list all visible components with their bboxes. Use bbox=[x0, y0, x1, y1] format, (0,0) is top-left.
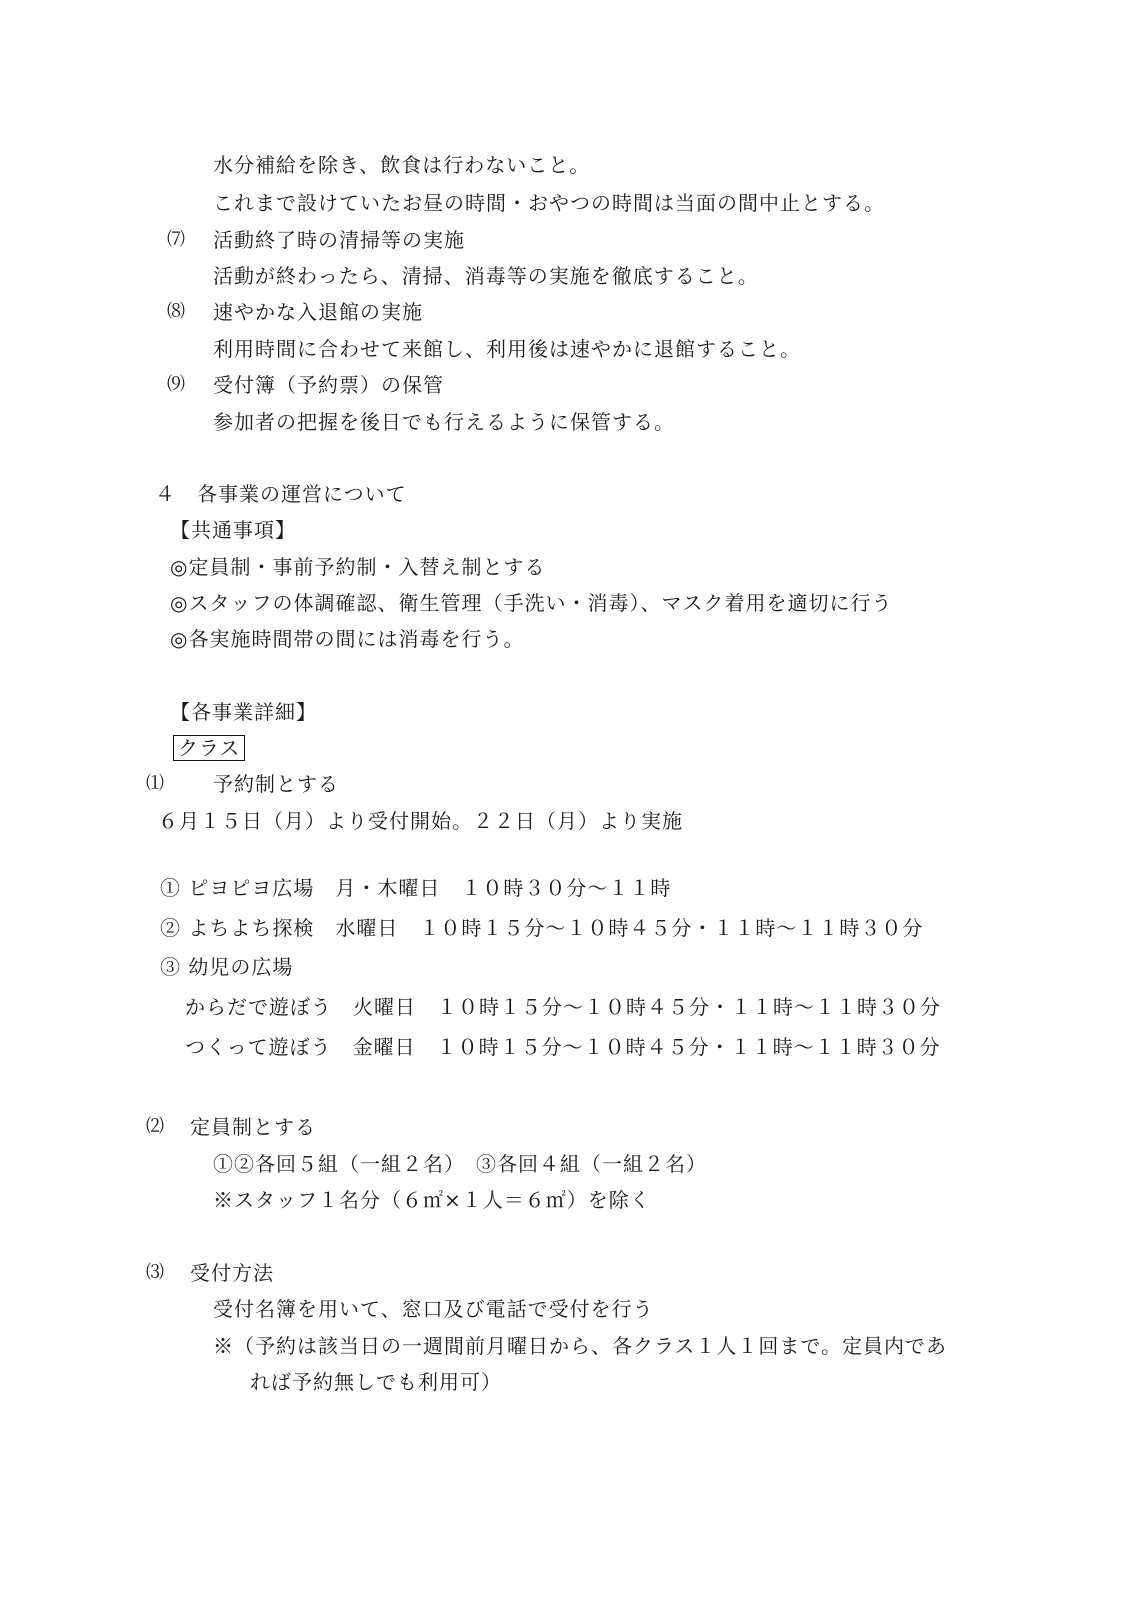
sub3-line1: 受付名簿を用いて、窓口及び電話で受付を行う bbox=[213, 1297, 654, 1321]
item9-title: 受付簿（予約票）の保管 bbox=[213, 373, 444, 397]
sub1-date-line: ６月１５日（月）より受付開始。２２日（月）より実施 bbox=[158, 809, 683, 833]
common-item-3: ◎各実施時間帯の間には消毒を行う。 bbox=[170, 627, 525, 651]
sub3-number: ⑶ bbox=[146, 1262, 164, 1283]
item8-title: 速やかな入退館の実施 bbox=[213, 300, 423, 324]
section4-heading: ４ 各事業の運営について bbox=[155, 482, 407, 506]
item9-body: 参加者の把握を後日でも行えるように保管する。 bbox=[213, 410, 675, 434]
item8-number: ⑻ bbox=[167, 301, 185, 322]
sub1-number: ⑴ bbox=[146, 773, 164, 794]
sub2-line1: ①②各回５組（一組２名） ③各回４組（一組２名） bbox=[213, 1152, 707, 1176]
item8-body: 利用時間に合わせて来館し、利用後は速やかに退館すること。 bbox=[213, 337, 801, 361]
schedule-subitem-2: つくって遊ぼう 金曜日 １０時１５分～１０時４５分・１１時～１１時３０分 bbox=[185, 1035, 941, 1059]
common-item-2: ◎スタッフの体調確認、衛生管理（手洗い・消毒）、マスク着用を適切に行う bbox=[170, 591, 893, 615]
item7-body: 活動が終わったら、清掃、消毒等の実施を徹底すること。 bbox=[213, 264, 759, 288]
sub3-line3: れば予約無しでも利用可） bbox=[250, 1370, 502, 1394]
common-heading: 【共通事項】 bbox=[170, 518, 296, 542]
common-item-1: ◎定員制・事前予約制・入替え制とする bbox=[170, 555, 546, 579]
schedule-item-2: ② よちよち探検 水曜日 １０時１５分～１０時４５分・１１時～１１時３０分 bbox=[160, 916, 924, 940]
schedule-item-1: ① ピヨピヨ広場 月・木曜日 １０時３０分～１１時 bbox=[160, 876, 672, 900]
sub2-number: ⑵ bbox=[146, 1116, 164, 1137]
section3-intro-line1: 水分補給を除き、飲食は行わないこと。 bbox=[213, 153, 591, 177]
schedule-subitem-1: からだで遊ぼう 火曜日 １０時１５分～１０時４５分・１１時～１１時３０分 bbox=[185, 995, 941, 1019]
item7-number: ⑺ bbox=[167, 229, 185, 250]
sub3-line2: ※（予約は該当日の一週間前月曜日から、各クラス１人１回まで。定員内であ bbox=[213, 1334, 947, 1358]
class-label: クラス bbox=[173, 735, 245, 761]
item9-number: ⑼ bbox=[167, 374, 185, 395]
class-label-box bbox=[173, 735, 245, 761]
sub2-line2: ※スタッフ１名分（６㎡×１人＝６㎡）を除く bbox=[213, 1188, 651, 1212]
section3-intro-line2: これまで設けていたお昼の時間・おやつの時間は当面の間中止とする。 bbox=[213, 191, 885, 215]
sub1-title: 予約制とする bbox=[213, 772, 339, 796]
sub3-title: 受付方法 bbox=[190, 1261, 274, 1285]
item7-title: 活動終了時の清掃等の実施 bbox=[213, 228, 465, 252]
sub2-title: 定員制とする bbox=[190, 1115, 316, 1139]
schedule-item-3: ③ 幼児の広場 bbox=[160, 955, 294, 979]
detail-heading: 【各事業詳細】 bbox=[170, 700, 317, 724]
